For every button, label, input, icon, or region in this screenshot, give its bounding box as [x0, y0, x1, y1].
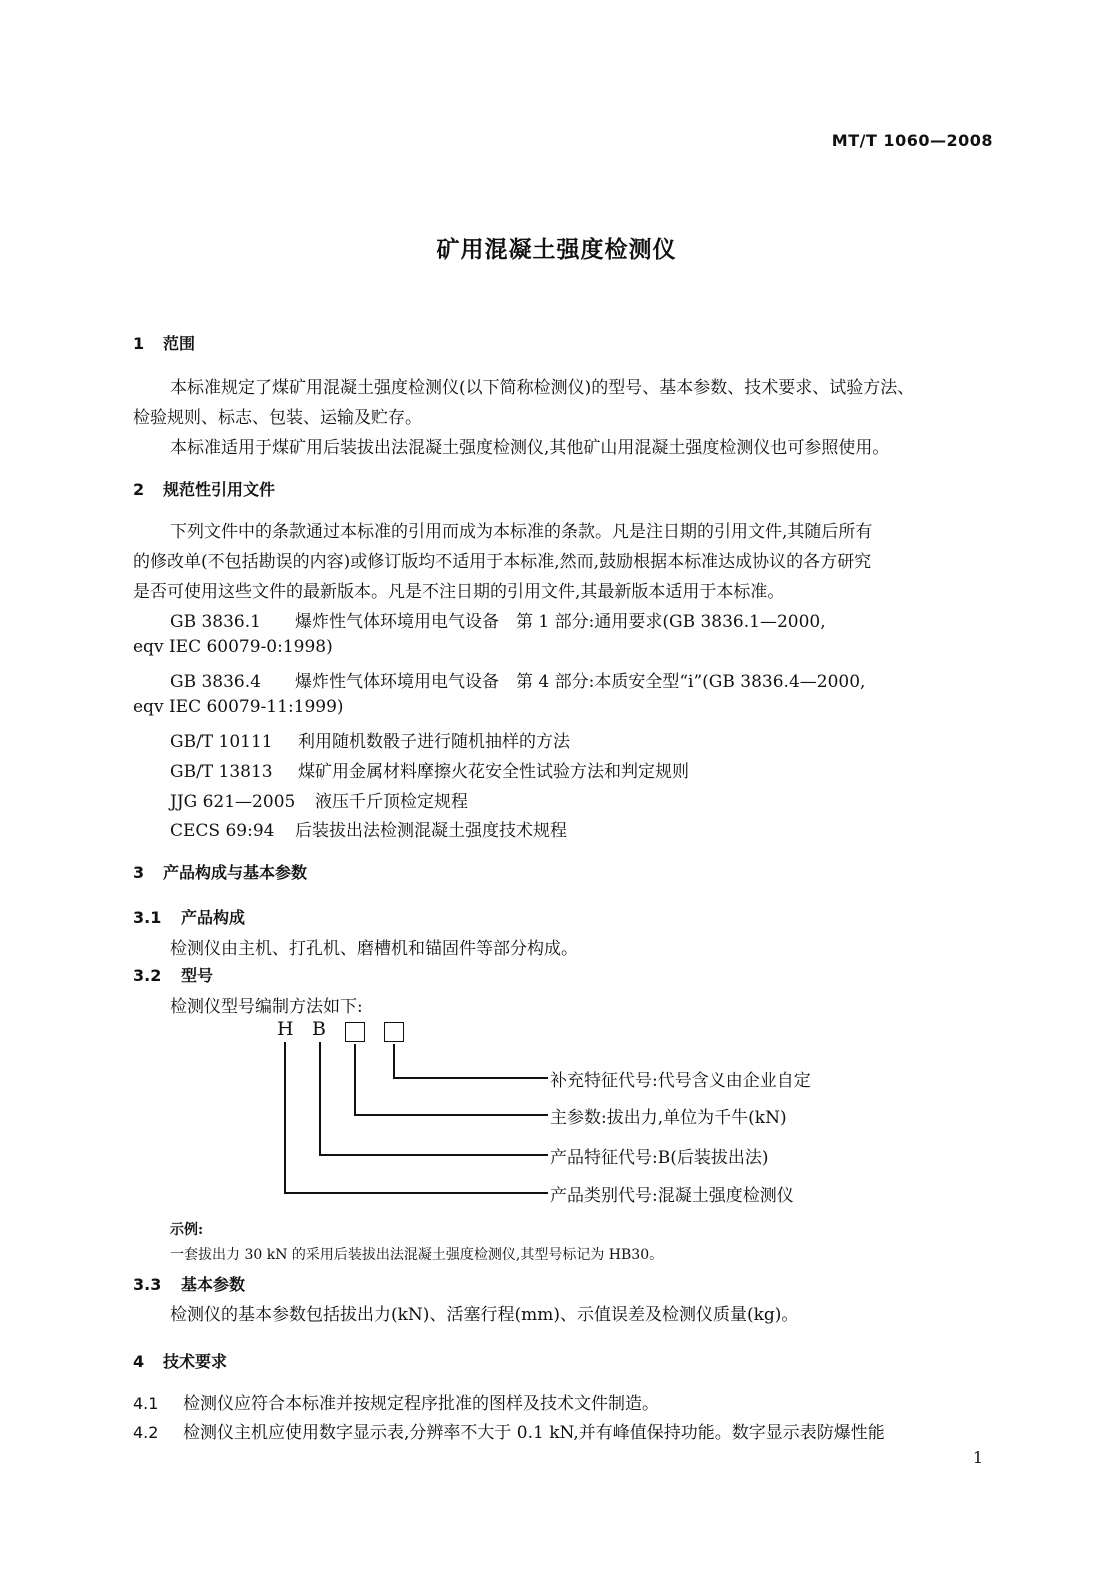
diagram-label: 补充特征代号:代号含义由企业自定 [550, 1071, 811, 1091]
clause-text: 检测仪应符合本标准并按规定程序批准的图样及技术文件制造。 [183, 1394, 659, 1414]
paragraph-line: 检测仪由主机、打孔机、磨槽机和锚固件等部分构成。 [170, 939, 578, 959]
reference-title: 爆炸性气体环境用电气设备 第 1 部分:通用要求(GB 3836.1—2000, [295, 612, 826, 632]
section-title: 规范性引用文件 [163, 480, 276, 499]
subsection-3-2-heading [133, 963, 213, 986]
section-title: 范围 [163, 334, 196, 353]
clause-item [133, 1389, 659, 1414]
reference-item [170, 787, 468, 812]
section-number: 3 [133, 863, 145, 882]
paragraph-line: 检测仪的基本参数包括拔出力(kN)、活塞行程(mm)、示值误差及检测仪质量(kg)。 [170, 1305, 799, 1325]
section-number: 2 [133, 480, 145, 499]
subsection-title: 基本参数 [181, 1275, 246, 1294]
diagram-connector-line [354, 1044, 356, 1115]
paragraph-line: 检测仪型号编制方法如下: [170, 997, 363, 1017]
clause-text: 检测仪主机应使用数字显示表,分辨率不大于 0.1 kN,并有峰值保持功能。数字显示表防爆性能 [183, 1423, 885, 1443]
reference-item [170, 607, 826, 632]
reference-continuation: eqv IEC 60079-11:1999) [133, 697, 344, 717]
reference-code: CECS 69:94 [170, 821, 275, 841]
reference-item [170, 757, 689, 782]
standard-number: MT/T 1060—2008 [831, 131, 993, 150]
diagram-connector-line [393, 1077, 548, 1079]
clause-item [133, 1418, 885, 1443]
diagram-label: 主参数:拔出力,单位为千牛(kN) [550, 1108, 787, 1128]
paragraph-line: 的修改单(不包括勘误的内容)或修订版均不适用于本标准,然而,鼓励根据本标准达成协议的各方研究 [133, 552, 872, 572]
reference-code: GB/T 10111 [170, 732, 273, 752]
reference-code: GB 3836.1 [170, 612, 261, 632]
section-3-heading [133, 860, 307, 883]
reference-code: GB/T 13813 [170, 762, 273, 782]
subsection-number: 3.3 [133, 1275, 162, 1294]
paragraph-line: 本标准适用于煤矿用后装拔出法混凝土强度检测仪,其他矿山用混凝土强度检测仪也可参照使用。 [170, 438, 890, 458]
paragraph-line: 下列文件中的条款通过本标准的引用而成为本标准的条款。凡是注日期的引用文件,其随后所有 [170, 522, 873, 542]
reference-code: GB 3836.4 [170, 672, 261, 692]
example-label: 示例: [170, 1222, 204, 1238]
subsection-3-3-heading [133, 1272, 245, 1295]
paragraph-line: 本标准规定了煤矿用混凝土强度检测仪(以下简称检测仪)的型号、基本参数、技术要求、试验方法、 [170, 378, 915, 398]
section-number: 1 [133, 334, 145, 353]
reference-code: JJG 621—2005 [170, 792, 296, 812]
diagram-label: 产品类别代号:混凝土强度检测仪 [550, 1186, 794, 1206]
diagram-connector-line [284, 1042, 286, 1193]
section-title: 技术要求 [163, 1352, 228, 1371]
diagram-connector-line [393, 1044, 395, 1078]
example-text: 一套拔出力 30 kN 的采用后装拔出法混凝土强度检测仪,其型号标记为 HB30。 [170, 1247, 664, 1263]
reference-item [170, 816, 567, 841]
section-4-heading [133, 1349, 227, 1372]
subsection-title: 型号 [181, 966, 214, 985]
section-title: 产品构成与基本参数 [163, 863, 308, 882]
reference-title: 液压千斤顶检定规程 [315, 792, 468, 812]
subsection-number: 3.2 [133, 966, 162, 985]
page-title: 矿用混凝土强度检测仪 [436, 237, 677, 263]
subsection-title: 产品构成 [181, 908, 246, 927]
paragraph-line: 是否可使用这些文件的最新版本。凡是不注日期的引用文件,其最新版本适用于本标准。 [133, 582, 785, 602]
section-2-heading [133, 477, 275, 500]
section-1-heading [133, 331, 195, 354]
diagram-connector-line [354, 1114, 548, 1116]
reference-title: 煤矿用金属材料摩擦火花安全性试验方法和判定规则 [298, 762, 689, 782]
clause-number: 4.2 [133, 1423, 159, 1442]
clause-number: 4.1 [133, 1394, 159, 1413]
reference-title: 后装拔出法检测混凝土强度技术规程 [295, 821, 567, 841]
diagram-connector-line [319, 1154, 548, 1156]
reference-item [170, 727, 570, 752]
reference-item [170, 667, 865, 692]
diagram-letter-b: B [312, 1018, 326, 1040]
diagram-letter-h: H [277, 1018, 294, 1040]
reference-continuation: eqv IEC 60079-0:1998) [133, 637, 333, 657]
subsection-3-1-heading [133, 905, 245, 928]
reference-title: 爆炸性气体环境用电气设备 第 4 部分:本质安全型“i”(GB 3836.4—2000, [295, 672, 866, 692]
diagram-placeholder-box [345, 1022, 365, 1042]
paragraph-line: 检验规则、标志、包装、运输及贮存。 [133, 408, 422, 428]
page-number: 1 [972, 1448, 983, 1467]
section-number: 4 [133, 1352, 145, 1371]
reference-title: 利用随机数骰子进行随机抽样的方法 [298, 732, 570, 752]
diagram-placeholder-box [384, 1022, 404, 1042]
diagram-connector-line [284, 1192, 548, 1194]
subsection-number: 3.1 [133, 908, 162, 927]
diagram-label: 产品特征代号:B(后装拔出法) [550, 1148, 769, 1168]
diagram-connector-line [319, 1042, 321, 1155]
